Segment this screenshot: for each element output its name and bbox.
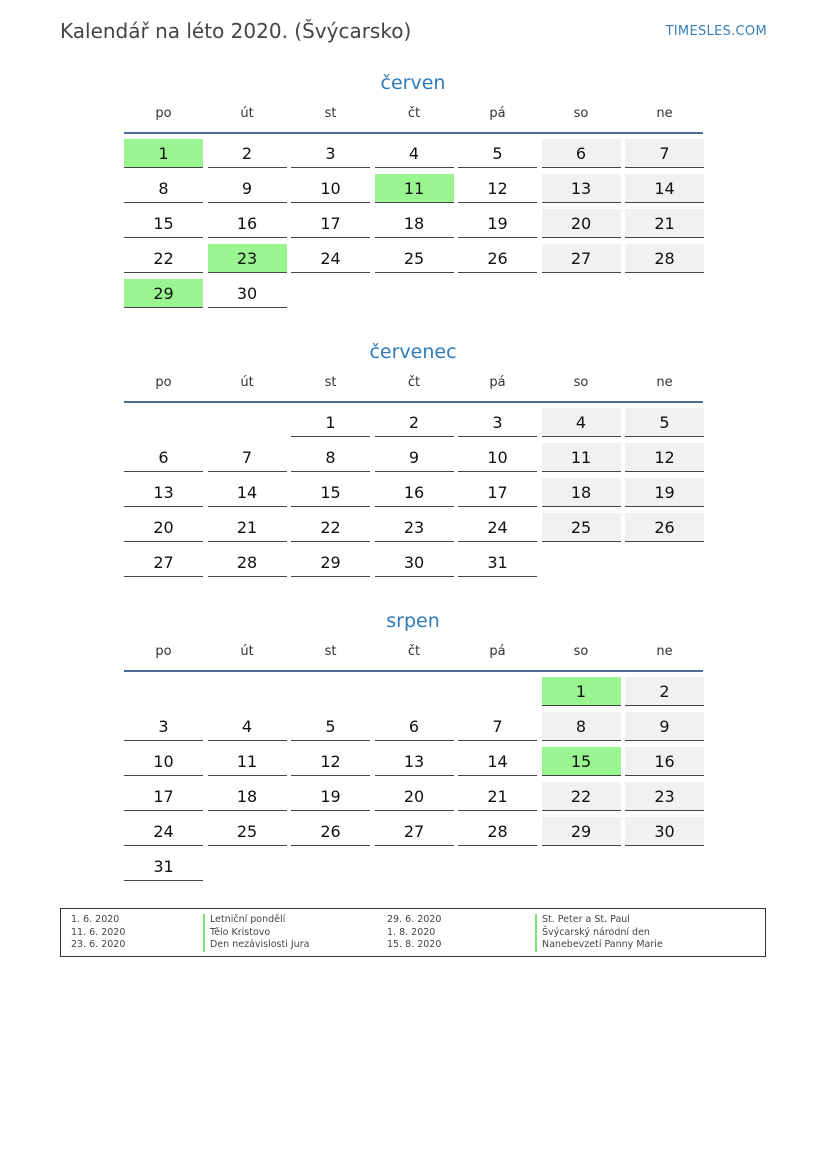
day-cell: 14 [625,174,704,203]
day-cell: 27 [375,817,454,846]
holiday-name: Letniční pondělí [203,914,285,927]
empty-cell [291,677,370,706]
weekday-label: út [240,106,254,121]
month-divider [124,401,703,403]
day-cell: 8 [124,174,203,203]
day-cell: 12 [291,747,370,776]
day-cell: 22 [124,244,203,273]
day-cell: 21 [458,782,537,811]
weekday-label: út [240,375,254,390]
weekday-header [124,98,704,130]
day-grid [124,139,704,308]
holiday-date: 15. 8. 2020 [387,939,442,950]
holiday-day-cell: 1 [542,677,621,706]
day-cell: 14 [458,747,537,776]
holiday-name: Den nezávislosti Jura [203,939,309,952]
day-cell: 7 [625,139,704,168]
day-cell: 13 [124,478,203,507]
weekday-label: st [324,644,337,659]
day-cell: 10 [291,174,370,203]
day-cell: 11 [542,443,621,472]
day-cell: 10 [124,747,203,776]
empty-cell [124,677,203,706]
day-cell: 30 [208,279,287,308]
weekday-header [124,367,704,399]
day-cell: 31 [458,548,537,577]
day-cell: 8 [542,712,621,741]
holiday-name: Tělo Kristovo [203,927,270,940]
day-cell: 19 [458,209,537,238]
site-link[interactable]: TIMESLES.COM [665,24,767,39]
day-cell: 27 [124,548,203,577]
weekday-label: ne [656,644,673,659]
holiday-name: St. Peter a St. Paul [535,914,630,927]
holiday-name: Švýcarský národní den [535,927,650,940]
holiday-day-cell: 11 [375,174,454,203]
day-cell: 17 [124,782,203,811]
day-cell: 18 [542,478,621,507]
day-cell: 6 [542,139,621,168]
day-cell: 24 [458,513,537,542]
day-cell: 2 [375,408,454,437]
day-cell: 5 [291,712,370,741]
day-cell: 3 [291,139,370,168]
weekday-label: po [155,375,172,390]
day-cell: 30 [375,548,454,577]
day-cell: 16 [375,478,454,507]
day-cell: 23 [625,782,704,811]
weekday-label: so [573,375,589,390]
day-cell: 2 [625,677,704,706]
day-cell: 26 [625,513,704,542]
day-cell: 26 [291,817,370,846]
month-name: červen [380,72,446,94]
weekday-label: st [324,375,337,390]
day-cell: 13 [542,174,621,203]
month-divider [124,132,703,134]
day-grid [124,408,704,577]
holiday-date: 1. 6. 2020 [71,914,120,925]
day-cell: 29 [542,817,621,846]
weekday-label: čt [407,375,421,390]
day-cell: 16 [625,747,704,776]
holiday-name: Nanebevzetí Panny Marie [535,939,663,952]
day-cell: 25 [208,817,287,846]
page-title: Kalendář na léto 2020. (Švýcarsko) [60,19,412,43]
empty-cell [458,677,537,706]
day-cell: 13 [375,747,454,776]
day-cell: 17 [291,209,370,238]
holiday-date: 23. 6. 2020 [71,939,126,950]
weekday-label: út [240,644,254,659]
day-cell: 20 [375,782,454,811]
day-cell: 4 [542,408,621,437]
day-cell: 11 [208,747,287,776]
day-cell: 14 [208,478,287,507]
empty-cell [208,408,287,437]
day-cell: 4 [208,712,287,741]
weekday-label: so [573,106,589,121]
month-block [124,337,704,577]
month-name: červenec [369,341,457,363]
month-block [124,606,704,881]
day-cell: 28 [208,548,287,577]
day-cell: 3 [124,712,203,741]
day-cell: 15 [291,478,370,507]
day-cell: 6 [375,712,454,741]
holiday-day-cell: 29 [124,279,203,308]
month-block [124,68,704,308]
day-cell: 10 [458,443,537,472]
weekday-label: so [573,644,589,659]
weekday-header [124,636,704,668]
holiday-day-cell: 15 [542,747,621,776]
day-cell: 8 [291,443,370,472]
day-cell: 20 [542,209,621,238]
day-cell: 9 [208,174,287,203]
day-cell: 23 [375,513,454,542]
day-cell: 27 [542,244,621,273]
day-cell: 9 [625,712,704,741]
weekday-label: po [155,106,172,121]
day-cell: 24 [124,817,203,846]
day-cell: 2 [208,139,287,168]
day-cell: 16 [208,209,287,238]
day-grid [124,677,704,881]
day-cell: 12 [625,443,704,472]
day-cell: 25 [375,244,454,273]
weekday-label: po [155,644,172,659]
weekday-label: ne [656,375,673,390]
day-cell: 31 [124,852,203,881]
day-cell: 22 [542,782,621,811]
day-cell: 26 [458,244,537,273]
weekday-label: pá [489,375,506,390]
weekday-label: čt [407,106,421,121]
day-cell: 18 [375,209,454,238]
weekday-label: čt [407,644,421,659]
empty-cell [208,677,287,706]
day-cell: 19 [291,782,370,811]
weekday-label: st [324,106,337,121]
day-cell: 21 [208,513,287,542]
month-divider [124,670,703,672]
weekday-label: pá [489,644,506,659]
day-cell: 15 [124,209,203,238]
day-cell: 28 [458,817,537,846]
day-cell: 28 [625,244,704,273]
day-cell: 5 [625,408,704,437]
day-cell: 17 [458,478,537,507]
weekday-label: pá [489,106,506,121]
holiday-date: 1. 8. 2020 [387,926,436,938]
day-cell: 19 [625,478,704,507]
month-name: srpen [386,610,440,632]
holiday-date: 11. 6. 2020 [71,926,126,938]
day-cell: 21 [625,209,704,238]
empty-cell [375,677,454,706]
day-cell: 24 [291,244,370,273]
day-cell: 9 [375,443,454,472]
day-cell: 12 [458,174,537,203]
holiday-day-cell: 23 [208,244,287,273]
day-cell: 20 [124,513,203,542]
day-cell: 7 [208,443,287,472]
day-cell: 29 [291,548,370,577]
day-cell: 30 [625,817,704,846]
holiday-day-cell: 1 [124,139,203,168]
day-cell: 5 [458,139,537,168]
day-cell: 3 [458,408,537,437]
day-cell: 4 [375,139,454,168]
day-cell: 7 [458,712,537,741]
holiday-legend [60,908,766,957]
day-cell: 6 [124,443,203,472]
day-cell: 25 [542,513,621,542]
empty-cell [124,408,203,437]
day-cell: 18 [208,782,287,811]
day-cell: 22 [291,513,370,542]
day-cell: 1 [291,408,370,437]
weekday-label: ne [656,106,673,121]
holiday-date: 29. 6. 2020 [387,914,442,925]
